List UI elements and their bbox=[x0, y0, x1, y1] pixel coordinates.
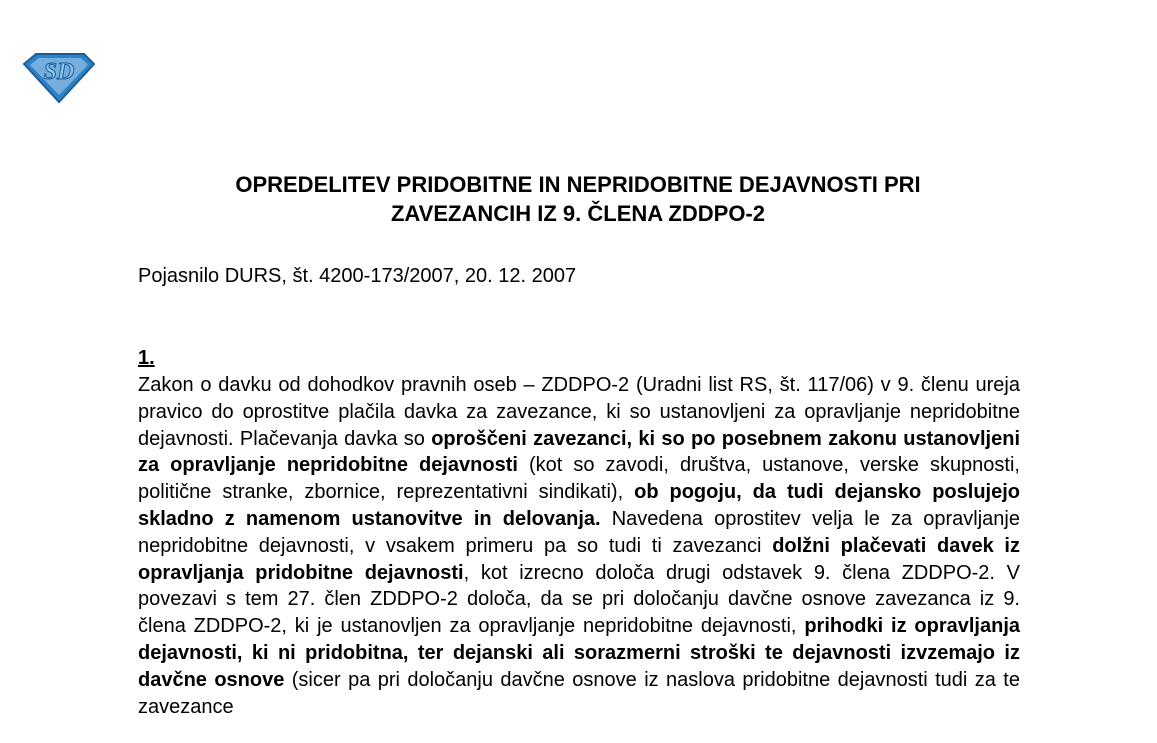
bold-text-run: prihodki iz opravljanja dejavnosti, ki ni pridobitna, ter dejanski ali sorazmerni stroški te dejavnosti izvzemajo iz davčne osnove bbox=[138, 615, 1020, 691]
section-number: 1. bbox=[138, 347, 155, 369]
bold-text-run: ob pogoju, da tudi dejansko poslujejo skladno z namenom ustanovitve in delovanja. bbox=[138, 481, 1020, 530]
title-line-2: ZAVEZANCIH IZ 9. ČLENA ZDDPO-2 bbox=[390, 201, 765, 226]
text-run: Zakon o davku od dohodkov pravnih oseb – ZDDPO-2 (Uradni list RS, št. 117/06) v 9. členu ureja pravico do oprostitve plačila davka za zavezance, ki so ustanovljeni za opravljanje nepridobitne dejavnosti. Plačevanja davka so bbox=[138, 374, 1020, 450]
text-run: (sicer pa pri določanju davčne osnove iz naslova pridobitne dejavnosti tudi za te zavezance bbox=[138, 668, 1020, 718]
logo-diamond bbox=[24, 54, 94, 102]
text-run: , kot izrecno določa drugi odstavek 9. člena ZDDPO-2. V povezavi s tem 27. člen ZDDPO-2 določa, da se pri določanju davčne osnove zavezanca iz 9. člena ZDDPO-2, ki je ustanovljen za opravljanje nepridobitne dejavnosti, bbox=[138, 561, 1020, 638]
document-title bbox=[138, 170, 1018, 228]
text-run: Navedena oprostitev velja le za opravljanje nepridobitne dejavnosti, v vsakem primeru pa so tudi ti zavezanci bbox=[138, 507, 1020, 557]
logo-letters: SD bbox=[43, 59, 75, 85]
body-paragraph bbox=[138, 372, 1020, 720]
document-subtitle: Pojasnilo DURS, št. 4200-173/2007, 20. 12. 2007 bbox=[138, 265, 577, 287]
text-run: (kot so zavodi, društva, ustanove, verske skupnosti, politične stranke, zbornice, reprezentativni sindikati), bbox=[138, 454, 1020, 504]
sd-logo-icon bbox=[22, 48, 96, 104]
bold-text-run: dolžni plačevati davek iz opravljanja pridobitne dejavnosti bbox=[138, 534, 1020, 584]
bold-text-run: oproščeni zavezanci, ki so po posebnem zakonu ustanovljeni za opravljanje nepridobitne dejavnosti bbox=[138, 427, 1020, 477]
title-line-1: OPREDELITEV PRIDOBITNE IN NEPRIDOBITNE DEJAVNOSTI PRI bbox=[235, 172, 921, 197]
